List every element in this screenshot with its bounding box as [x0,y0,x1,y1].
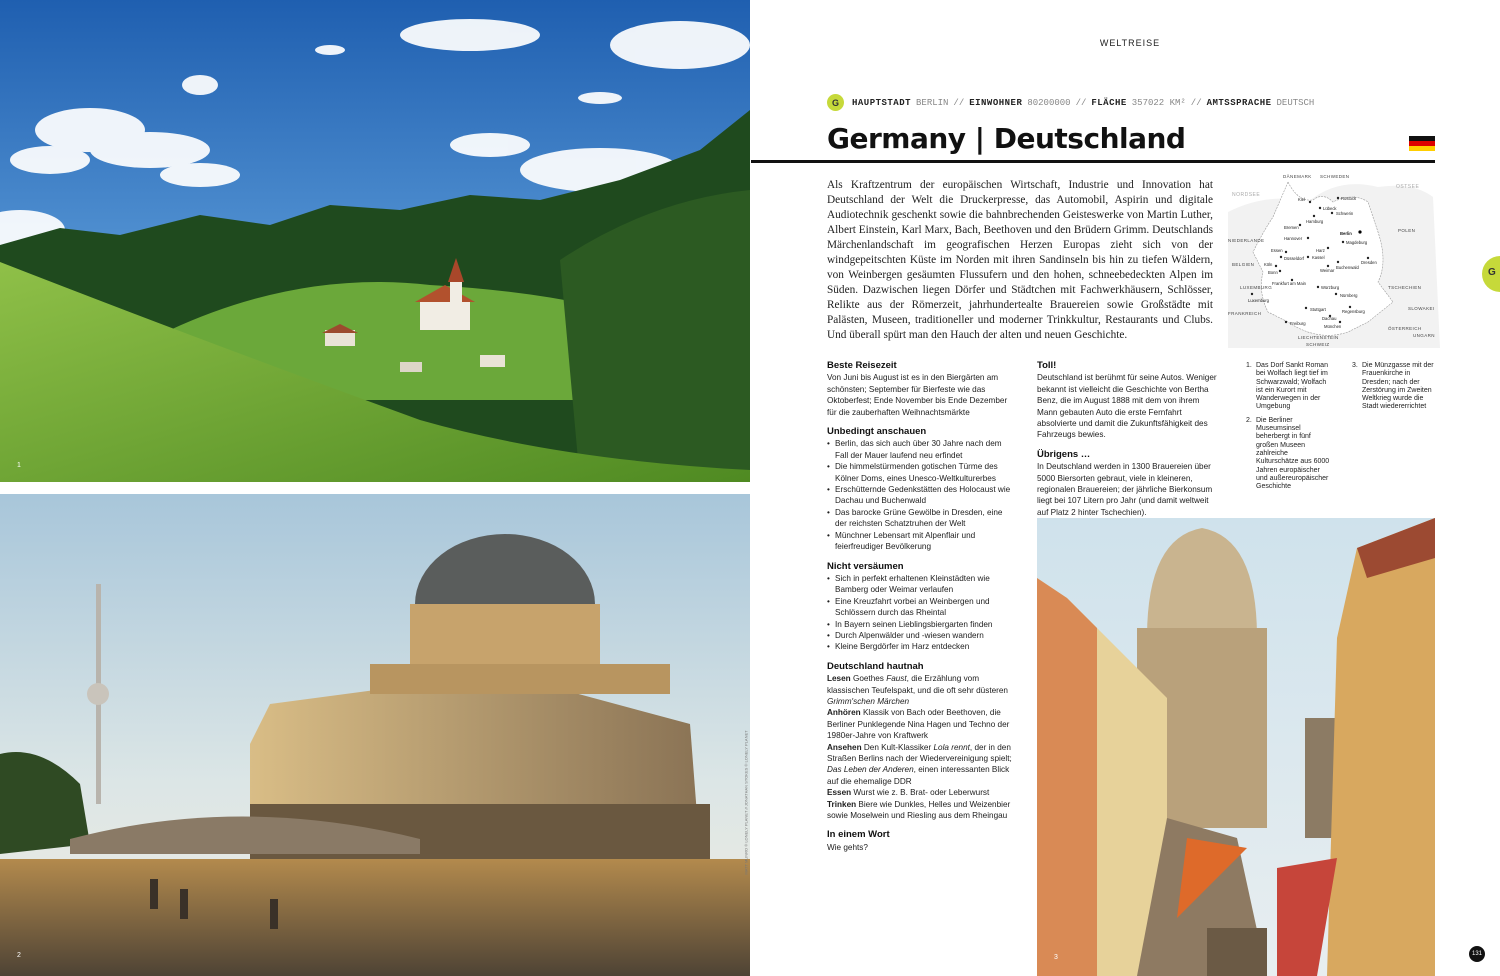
heading-uebrigens: Übrigens … [1037,448,1091,460]
hautnah-row: Essen Wurst wie z. B. Brat- oder Leberwurst [827,788,990,798]
photo-number-2: 2 [17,952,21,959]
map-label-city: Freiburg [1290,321,1306,326]
caption: 2. Die Berliner Museumsinsel beherbergt in fünf großen Museen zahlreiche Kulturschätze aus 6000 Jahren europäischer und außereuropäischer Geschichte [1246,416,1330,491]
map-label-city: Lübeck [1323,206,1337,211]
fact-value-area: 357022 KM² [1131,97,1186,108]
fact-key-population: EINWOHNER [969,97,1023,108]
fact-key-language: AMTSSPRACHE [1206,97,1272,108]
map-label-city: Buchenwald [1336,265,1359,270]
country-letter-badge: G [827,94,844,111]
photo-berlin-museumsinsel [0,494,750,976]
title-rule [751,160,1435,163]
photo-number-3: 3 [1054,954,1058,961]
hautnah-row: Anhören Klassik von Bach oder Beethoven, die Berliner Punklegende Nina Hagen und Techno der 1980er-Jahre von Kraftwerk [827,708,1010,741]
fact-separator: // [953,97,965,108]
hautnah-row: Ansehen Den Kult-Klassiker Lola rennt, der in den Straßen Berlins nach der Wiedervereinigung spielt; Das Leben der Anderen, einen interessanten Blick auf die ehemalige DDR [827,742,1012,786]
photo-number-1: 1 [17,462,21,469]
list-item: • Die himmelstürmenden gotischen Türme des Kölner Doms, eines Unesco-Weltkulturerbes [827,461,1015,484]
fact-separator: // [1075,97,1087,108]
caption: 3. Die Münzgasse mit der Frauenkirche in Dresden; nach der Zerstörung im Zweiten Weltkrieg wurde die Stadt wiedererrichtet [1352,362,1434,411]
photo-captions-a [1246,362,1332,496]
map-label-city: Magdeburg [1346,240,1368,245]
map-label-country: BELGIEN [1232,262,1255,267]
map-label-country: ÖSTERREICH [1388,326,1422,331]
heading-unbedingt-anschauen: Unbedingt anschauen [827,426,927,438]
map-label-city: Dachau [1322,316,1337,321]
map-label-country: NIEDERLANDE [1228,238,1265,243]
chapter-tab[interactable] [1482,256,1500,292]
map-label-city: Schwerin [1336,211,1354,216]
map-label-city: Frankfurt am Main [1272,281,1306,286]
map-label-country: SCHWEIZ [1306,342,1330,347]
fact-value-population: 80200000 [1027,97,1071,108]
heading-deutschland-hautnah: Deutschland hautnah [827,660,924,672]
list-unbedingt-anschauen [827,438,1015,552]
fact-key-capital: HAUPTSTADT [852,97,912,108]
fact-separator: // [1190,97,1202,108]
chapter-tab-letter: G [1488,267,1496,278]
map-label-country: FRANKREICH [1228,311,1262,316]
map-label-city: Berlin [1340,231,1352,236]
map-label-sea: NORDSEE [1232,192,1261,198]
heading-toll: Toll! [1037,360,1057,371]
fact-value-capital: BERLIN [916,97,949,108]
map-label-sea: OSTSEE [1396,184,1420,190]
heading-in-einem-wort: In einem Wort [827,829,890,841]
map-label-city: Luxemburg [1248,298,1269,303]
map-label-city: Düsseldorf [1284,256,1305,261]
map-label-city: Kiel [1298,197,1305,202]
info-column-middle [1037,360,1217,526]
page-number: 131 [1469,946,1485,962]
heading-beste-reisezeit: Beste Reisezeit [827,360,897,371]
map-label-country: LIECHTENSTEIN [1298,335,1339,340]
map-label-country: UNGARN [1413,333,1435,338]
photo-black-forest [0,0,750,482]
map-label-city: Harz [1316,248,1325,253]
text-in-einem-wort: Wie gehts? [827,842,868,852]
map-label-city: Köln [1264,262,1273,267]
hautnah-list [827,673,1015,821]
list-item: • Erschütternde Gedenkstätten des Holocaust wie Dachau und Buchenwald [827,484,1015,507]
hautnah-row: Lesen Goethes Faust, die Erzählung vom klassischen Teufelspakt, und die oft sehr düsteren Grimm'schen Märchen [827,674,1008,706]
map-label-country: TSCHECHIEN [1388,285,1422,290]
map-label-city: Bonn [1268,270,1278,275]
map-label-country: DÄNEMARK [1283,174,1312,179]
list-item: • Münchner Lebensart mit Alpenflair und feierfreudiger Bevölkerung [827,530,1015,553]
fact-key-area: FLÄCHE [1091,97,1127,108]
text-beste-reisezeit: Von Juni bis August ist es in den Biergärten am schönsten; September für Bierfeste wie das Oktoberfest; Ende November bis Ende Dezember für die zauberhaften Weihnachtsmärkte [827,373,1008,417]
list-item: • Das barocke Grüne Gewölbe in Dresden, eine der reichsten Schatztruhen der Welt [827,507,1015,530]
map-label-country: SLOWAKEI [1408,306,1435,311]
heading-nicht-versaeumen: Nicht versäumen [827,560,904,572]
list-item: • Eine Kreuzfahrt vorbei an Weinbergen und Schlössern durch das Rheintal [827,596,1015,619]
text-toll: Deutschland ist berühmt für seine Autos. Weniger bekannt ist vielleicht die Geschichte von Bertha Benz, die im August 1888 mit dem von ihrem Mann gebauten Auto die erste Fernfahrt absolvierte und damit die Zukunftsfähigkeit des Fahrzeugs bewies. [1037,373,1217,440]
map-label-city: Rostock [1341,196,1357,201]
photo-captions-b [1352,362,1434,417]
germany-flag-icon [1409,136,1435,151]
map-label-city: Stuttgart [1310,307,1326,312]
photo-dresden-muenzgasse [1037,518,1435,976]
map-label-city: Essen [1271,248,1283,253]
list-item: • Kleine Bergdörfer im Harz entdecken [827,641,1015,652]
map-label-country: LUXEMBURG [1240,285,1273,290]
list-item: • Berlin, das sich auch über 30 Jahre nach dem Fall der Mauer laufend neu erfindet [827,438,1015,461]
fact-value-language: DEUTSCH [1276,97,1315,108]
map-label-country: SCHWEDEN [1320,174,1350,179]
map-label-city: Hannover [1284,236,1303,241]
list-item: • In Bayern seinen Lieblingsbiergarten finden [827,619,1015,630]
list-item: • Durch Alpenwälder und -wiesen wandern [827,630,1015,641]
map-label-city: Regensburg [1342,309,1365,314]
caption: 1. Das Dorf Sankt Roman bei Wolfach liegt tief im Schwarzwald; Wolfach ist ein Kurort mit Wanderwegen in der Umgebung [1246,362,1328,411]
map-label-city: Nürnberg [1340,293,1358,298]
photo-credits: MATT MUNRO © LONELY PLANET // JONATHAN STOKES © LONELY PLANET [743,730,749,875]
map-label-city: Würzburg [1321,285,1340,290]
map-label-city: München [1324,324,1342,329]
map-label-city: Hamburg [1306,219,1324,224]
map-label-city: Bremen [1284,225,1299,230]
page-title: Germany | Deutschland [827,122,1186,155]
list-nicht-versaeumen [827,573,1015,653]
germany-map [1228,172,1440,348]
hautnah-row: Trinken Biere wie Dunkles, Helles und Weizenbier sowie Moselwein und Riesling aus dem Rheingau [827,799,1011,821]
intro-paragraph: Als Kraftzentrum der europäischen Wirtschaft, Industrie und Innovation hat Deutschland der Welt die Druckerpresse, das Automobil, Aspirin und digitale Audiotechnik geschenkt sowie die bahnbrechenden Geisteswerke von Martin Luther, Albert Einstein, Karl Marx, Bach, Beethoven und den Brüdern Grimm. Deutschlands Märchenlandschaft im geografischen Herzen Europas zieht sich von der windgepeitschten Küste im Norden mit ihren Sandinseln bis hin zu tiefen Wäldern, von Weinbergen gesäumten Flussufern und den hohen, schneebedeckten Alpen im Süden. Dazwischen liegen Dörfer und Städtchen mit Fachwerkhäusern, Schlösser, Relikte aus der Römerzeit, jahrhundertealte Brauereien sowie Großstädte mit Palästen, Museen, traditioneller und moderner Trinkkultur, Restaurants und Clubs. Und überall spürt man den Hauch der alten und neuen Geschichte. [827,179,1213,341]
text-uebrigens: In Deutschland werden in 1300 Brauereien über 5000 Biersorten gebraut, viele in kleineren, regionalen Brauereien; der jährliche Bierkonsum liegt bei 107 Litern pro Jahr (und damit weltweit auf Platz 2 hinter Tschechien). [1037,462,1213,517]
map-label-city: Dresden [1361,260,1377,265]
map-label-city: Weimar [1320,268,1335,273]
map-label-country: POLEN [1398,228,1416,233]
running-head: WELTREISE [1099,38,1161,48]
map-label-city: Kassel [1312,255,1325,260]
fact-line [827,94,1319,111]
list-item: • Sich in perfekt erhaltenen Kleinstädten wie Bamberg oder Weimar verlaufen [827,573,1015,596]
info-column-left [827,360,1015,861]
